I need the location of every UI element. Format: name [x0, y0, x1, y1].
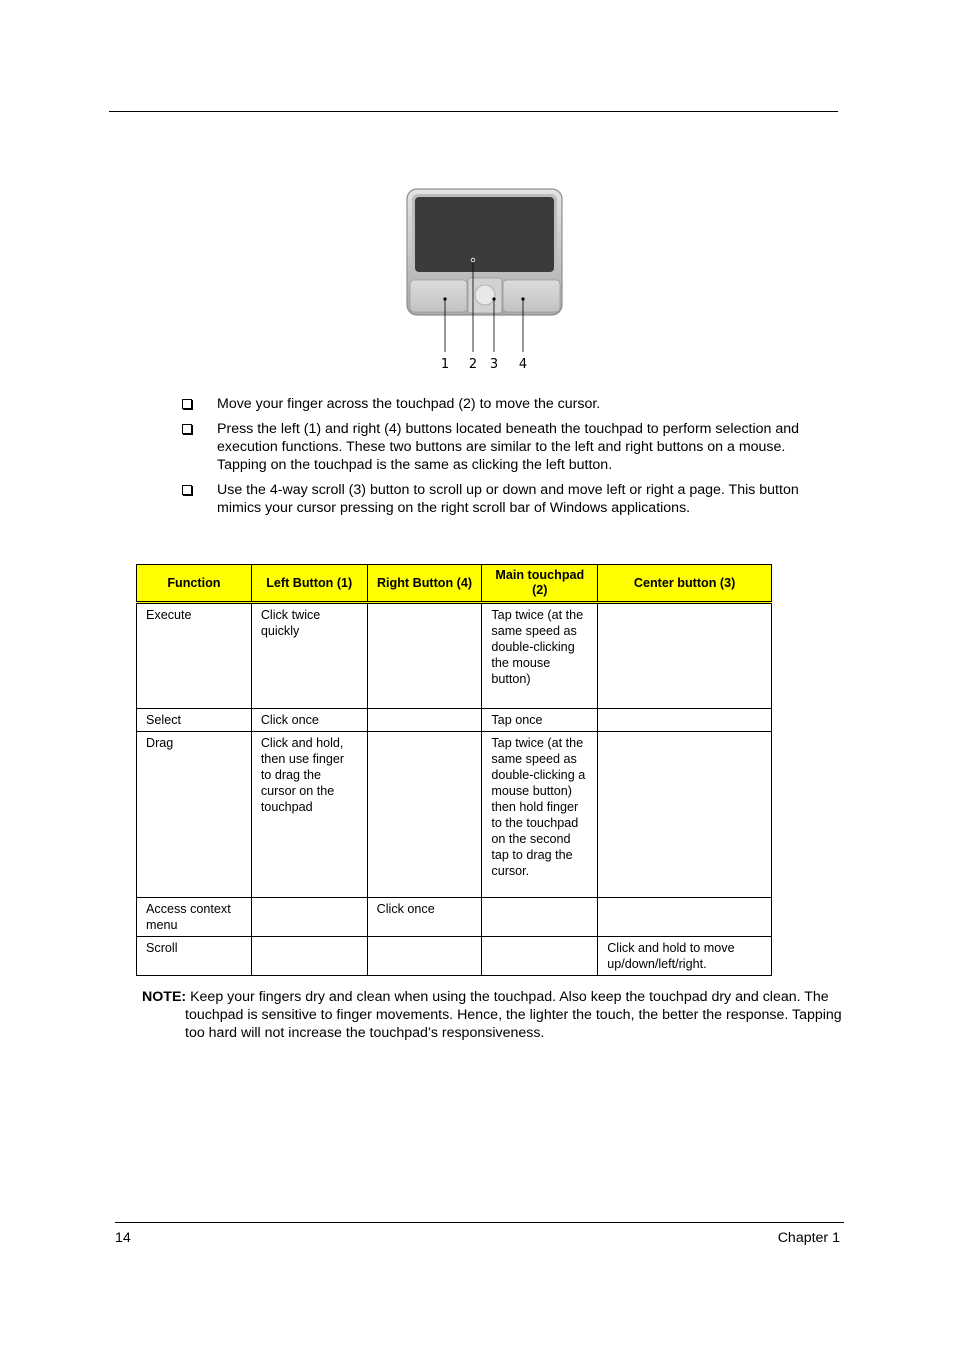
header-main-touchpad: Main touchpad (2) [482, 565, 598, 603]
table-cell: Tap twice (at the same speed as double-clicking a mouse button) then hold finger to the touchpad on the second tap to drag the cursor. [482, 732, 598, 898]
note-label: NOTE: [142, 989, 187, 1005]
checkbox-bullet-icon [182, 424, 192, 434]
chapter-label: Chapter 1 [777, 1230, 840, 1246]
table-cell: Execute [137, 603, 252, 709]
table-row [137, 603, 772, 709]
table-cell [251, 898, 367, 937]
table-cell [482, 937, 598, 976]
table-row [137, 898, 772, 937]
callout-3: 3 [489, 357, 499, 372]
touchpad-function-table [136, 564, 772, 976]
table-cell: Click and hold, then use finger to drag the cursor on the touchpad [251, 732, 367, 898]
list-item [182, 420, 822, 474]
table-cell [367, 603, 482, 709]
page-number: 14 [115, 1230, 131, 1246]
table-cell: Select [137, 709, 252, 732]
table-cell [598, 603, 772, 709]
table-cell: Tap twice (at the same speed as double-clicking the mouse button) [482, 603, 598, 709]
touchpad-figure [400, 180, 572, 375]
instruction-list [182, 395, 822, 524]
header-right-button: Right Button (4) [367, 565, 482, 603]
table-cell: Click and hold to move up/down/left/right. [598, 937, 772, 976]
table-header-row [137, 565, 772, 603]
table-cell [367, 732, 482, 898]
note-block [142, 988, 842, 1042]
header-function: Function [137, 565, 252, 603]
table-row [137, 732, 772, 898]
table-cell: Drag [137, 732, 252, 898]
footer-rule [115, 1222, 844, 1223]
table-row [137, 709, 772, 732]
table-cell [367, 937, 482, 976]
table-cell: Click once [367, 898, 482, 937]
callout-4: 4 [518, 357, 528, 372]
touchpad-illustration [400, 180, 572, 375]
bullet-text: Press the left (1) and right (4) buttons located beneath the touchpad to perform selection and execution functions. These two buttons are similar to the left and right buttons on a mouse. Tapping on the touchpad is the same as clicking the left button. [217, 421, 800, 473]
header-center-button: Center button (3) [598, 565, 772, 603]
table-cell [251, 937, 367, 976]
header-left-button: Left Button (1) [251, 565, 367, 603]
table-cell [598, 898, 772, 937]
checkbox-bullet-icon [182, 399, 192, 409]
table-cell: Access context menu [137, 898, 252, 937]
table-cell [367, 709, 482, 732]
table-cell: Scroll [137, 937, 252, 976]
table-cell: Tap once [482, 709, 598, 732]
list-item [182, 395, 822, 413]
bullet-text: Move your finger across the touchpad (2) to move the cursor. [217, 396, 601, 412]
table-cell: Click once [251, 709, 367, 732]
checkbox-bullet-icon [182, 485, 192, 495]
table-cell: Click twice quickly [251, 603, 367, 709]
callout-2: 2 [468, 357, 478, 372]
callout-1: 1 [440, 357, 450, 372]
table-cell [598, 732, 772, 898]
bullet-text: Use the 4-way scroll (3) button to scroll up or down and move left or right a page. This button mimics your cursor pressing on the right scroll bar of Windows applications. [217, 482, 799, 516]
note-text: Keep your fingers dry and clean when using the touchpad. Also keep the touchpad dry and clean. The touchpad is sensitive to finger movements. Hence, the lighter the touch, the better the response. Tapping too hard will not increase the touchpad’s responsiveness. [185, 989, 842, 1041]
table-cell [598, 709, 772, 732]
header-rule [109, 111, 838, 112]
list-item [182, 481, 822, 517]
table-cell [482, 898, 598, 937]
table-row [137, 937, 772, 976]
